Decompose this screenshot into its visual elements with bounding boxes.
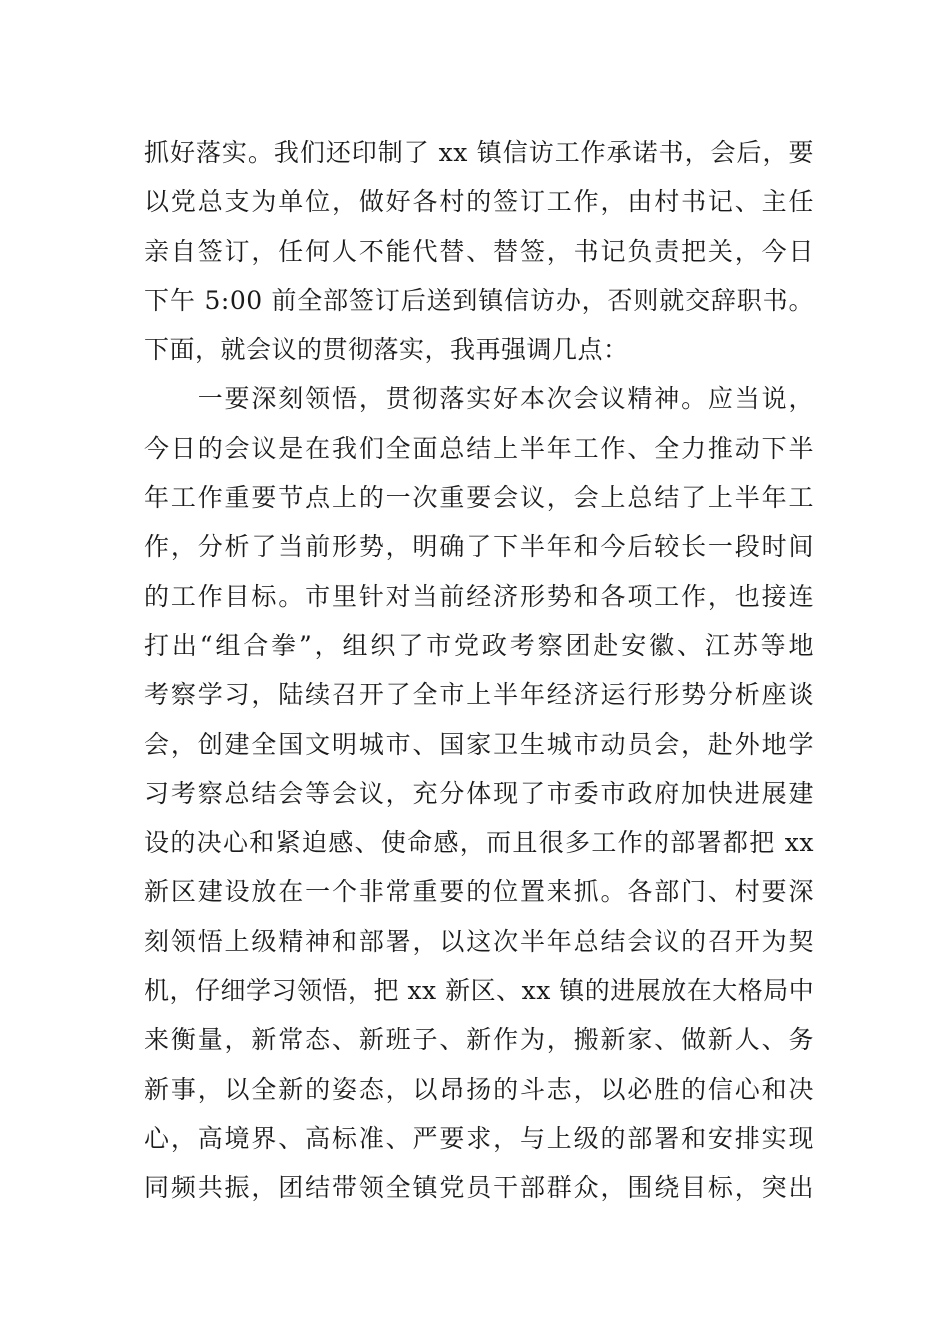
text-line: 以党总支为单位，做好各村的签订工作，由村书记、主任 xyxy=(144,187,814,217)
text-line: 设的决心和紧迫感、使命感，而且很多工作的部署都把 xx xyxy=(144,828,814,858)
text-line: 作，分析了当前形势，明确了下半年和今后较长一段时间 xyxy=(144,532,814,562)
text-line: 新事，以全新的姿态，以昂扬的斗志，以必胜的信心和决 xyxy=(144,1074,814,1104)
text-line: 同频共振，团结带领全镇党员干部群众，围绕目标，突出 xyxy=(144,1173,814,1203)
text-line: 的工作目标。市里针对当前经济形势和各项工作，也接连 xyxy=(144,581,814,611)
text-line: 考察学习，陆续召开了全市上半年经济运行形势分析座谈 xyxy=(144,680,814,710)
text-line: 心，高境界、高标准、严要求，与上级的部署和安排实现 xyxy=(144,1123,814,1153)
text-line: 机，仔细学习领悟，把 xx 新区、xx 镇的进展放在大格局中 xyxy=(144,976,815,1006)
text-line: 打出“组合拳”，组织了市党政考察团赴安徽、江苏等地 xyxy=(144,630,814,660)
text-line: 习考察总结会等会议，充分体现了市委市政府加快进展建 xyxy=(144,778,814,808)
text-line: 一要深刻领悟，贯彻落实好本次会议精神。应当说， xyxy=(144,384,814,414)
text-line: 今日的会议是在我们全面总结上半年工作、全力推动下半 xyxy=(144,433,814,463)
text-line: 年工作重要节点上的一次重要会议，会上总结了上半年工 xyxy=(144,483,814,513)
text-line: 下面，就会议的贯彻落实，我再强调几点： xyxy=(144,335,629,365)
text-line: 抓好落实。我们还印制了 xx 镇信访工作承诺书，会后，要 xyxy=(144,138,814,167)
text-line: 来衡量，新常态、新班子、新作为，搬新家、做新人、务 xyxy=(144,1025,814,1055)
text-line: 会，创建全国文明城市、国家卫生城市动员会，赴外地学 xyxy=(144,729,814,759)
text-line: 新区建设放在一个非常重要的位置来抓。各部门、村要深 xyxy=(144,877,814,907)
body-text xyxy=(144,128,814,1213)
text-line: 亲自签订，任何人不能代替、替签，书记负责把关，今日 xyxy=(144,236,814,266)
text-line: 下午 5:00 前全部签订后送到镇信访办，否则就交辞职书。 xyxy=(144,285,814,315)
text-line: 刻领悟上级精神和部署，以这次半年总结会议的召开为契 xyxy=(144,926,814,956)
